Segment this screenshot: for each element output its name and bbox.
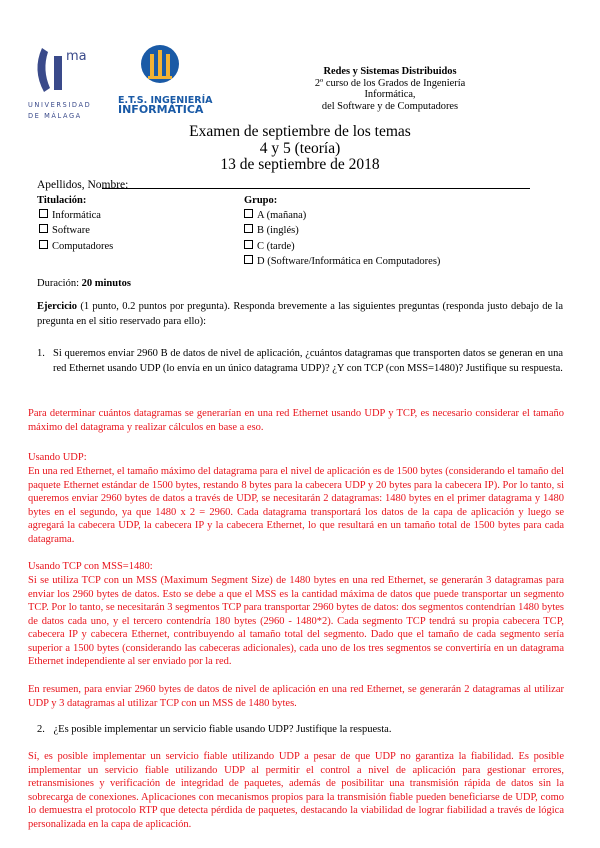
exam-date: 13 de septiembre de 2018	[220, 156, 380, 173]
answer-1-summary: En resumen, para enviar 2960 bytes de datos de nivel de aplicación en una red Ethernet, se generarán 2 datagramas al utilizar UDP y 3 datagramas al utilizar TCP con un MSS de 1480 bytes.	[28, 684, 564, 709]
ets-logo	[140, 42, 180, 92]
checkbox[interactable]	[244, 255, 253, 264]
checkbox[interactable]	[244, 209, 253, 218]
checkbox[interactable]	[39, 209, 48, 218]
answer-1-udp-heading: Usando UDP:	[28, 452, 87, 463]
uma-name-line2: DE MÁLAGA	[28, 112, 82, 120]
checkbox[interactable]	[39, 240, 48, 249]
question-1	[37, 346, 563, 376]
checkbox[interactable]	[244, 224, 253, 233]
answer-1-intro: Para determinar cuántos datagramas se generarían en una red Ethernet usando UDP y TCP, es necesario considerar el tamaño máximo del datagrama y realizar cálculos en base a eso.	[28, 408, 564, 433]
answer-2-text: Sí, es posible implementar un servicio fiable utilizando UDP a pesar de que UDP no garantiza la fiabilidad. Es posible implementar un servicio fiable utilizando UDP al permitir el control a nivel de aplicación para gestionar errores, retransmisiones y verificación de integridad de paquetes, además de posibilitar una transmisión rápida de datos sin la sobrecarga de conexiones. Aplicaciones con mecanismos propios para la transmisión fiable pueden beneficiarse de UDP, como lo demuestra el protocolo RTP que detecta pérdida de paquetes, destacando la viabilidad de lograr fiabilidad a través de lógica personalizada en la capa de aplicación.	[28, 751, 564, 830]
duration	[37, 278, 131, 289]
course-line4: del Software y de Computadores	[321, 100, 459, 112]
titulacion-option[interactable]: Software	[37, 223, 113, 238]
answer-1-udp-text: En una red Ethernet, el tamaño máximo del datagrama para el nivel de aplicación es de 1500 bytes (considerando el tamaño del paquete Ethernet estándar de 1500 bytes, restando 8 bytes para la cabecera UDP y 20 bytes para la cabecera IP). Por lo tanto, si queremos enviar 2960 bytes de datos a través de UDP, se necesitarán 2 datagramas: 1480 bytes en el primer datagrama y 1480 bytes en el segundo, ya que 1480 x 2 = 2960. Cada datagrama transportará los datos de la capa de aplicación y luego se agregará la cabecera UDP, la cabecera IP y la cabecera Ethernet, lo que resultará en un tamaño total de 1500 bytes para cada datagrama.	[28, 466, 564, 545]
question-2	[37, 724, 563, 735]
answer-1-tcp-heading: Usando TCP con MSS=1480:	[28, 561, 153, 572]
uma-name	[28, 100, 110, 122]
exercise-text: (1 punto, 0.2 puntos por pregunta). Responda brevemente a las siguientes preguntas (responda justo debajo de la pregunta en el sitio reservado para ello):	[37, 301, 563, 327]
name-field-line[interactable]	[102, 188, 530, 189]
checkbox[interactable]	[39, 224, 48, 233]
grupo-label: Grupo:	[244, 195, 278, 206]
exercise-instructions	[37, 299, 563, 329]
ets-name-line1: E.T.S. INGENIERÍA	[118, 95, 213, 106]
course-name: Redes y Sistemas Distribuidos	[323, 66, 457, 77]
exam-title-line1: Examen de septiembre de los temas	[189, 123, 411, 140]
question-number: 2.	[37, 724, 45, 735]
answer-1-tcp-text: Si se utiliza TCP con un MSS (Maximum Segment Size) de 1480 bytes en una red Ethernet, se generarán 3 datagramas para enviar los 2960 bytes de datos. Esto se debe a que el MSS es la cantidad máxima de datos que puede transportar un segmento TCP. Por lo tanto, se necesitarán 3 segmentos TCP para transportar 2960 bytes de datos: dos segmentos contendrían 1480 bytes de datos cada uno, y el tercero contendría 180 bytes (2960 - 1480*2). Cada segmento TCP tendrá su propia cabecera TCP, cabecera IP y cabecera Ethernet, contribuyendo al tamaño total del segmento. Dado que el tamaño de cada segmento sería superior a 1500 bytes (considerando las cabeceras adicionales), cada uno de los tres segmentos se convertiría en un datagrama Ethernet independiente al ser enviado por la red.	[28, 575, 564, 667]
ets-name-line2: INFORMÁTICA	[118, 103, 204, 116]
titulacion-option[interactable]: Informática	[37, 208, 113, 223]
duration-value: 20 minutos	[81, 278, 131, 289]
course-line2: 2º curso de los Grados de Ingeniería	[314, 77, 466, 89]
duration-label: Duración:	[37, 278, 82, 289]
question-text: ¿Es posible implementar un servicio fiable usando UDP? Justifique la respuesta.	[53, 724, 392, 735]
titulacion-group	[37, 193, 113, 254]
grupo-option[interactable]: A (mañana)	[244, 208, 440, 223]
course-line3: Informática,	[364, 89, 416, 100]
question-number: 1.	[37, 348, 45, 359]
grupo-option[interactable]: D (Software/Informática en Computadores)	[244, 254, 440, 269]
exercise-label: Ejercicio	[37, 301, 78, 312]
uma-mark-text: ma	[66, 49, 87, 64]
grupo-group	[244, 193, 440, 269]
checkbox[interactable]	[244, 240, 253, 249]
grupo-option[interactable]: C (tarde)	[244, 239, 440, 254]
ets-name	[118, 96, 212, 114]
exam-title	[120, 124, 480, 174]
question-text: Si queremos enviar 2960 B de datos de nivel de aplicación, ¿cuántos datagramas que transporten datos se generan en una red Ethernet usando UDP (lo envía en un único datagrama UDP)? ¿Y con TCP (con MSS=1480)? Justifique su respuesta.	[53, 348, 563, 374]
grupo-option[interactable]: B (inglés)	[244, 223, 440, 238]
uma-name-line1: UNIVERSIDAD	[28, 101, 92, 109]
titulacion-label: Titulación:	[37, 195, 87, 206]
exam-title-line2: 4 y 5 (teoría)	[259, 139, 341, 157]
name-field-label: Apellidos, Nombre:	[37, 179, 129, 191]
titulacion-option[interactable]: Computadores	[37, 239, 113, 254]
course-header	[268, 66, 512, 112]
